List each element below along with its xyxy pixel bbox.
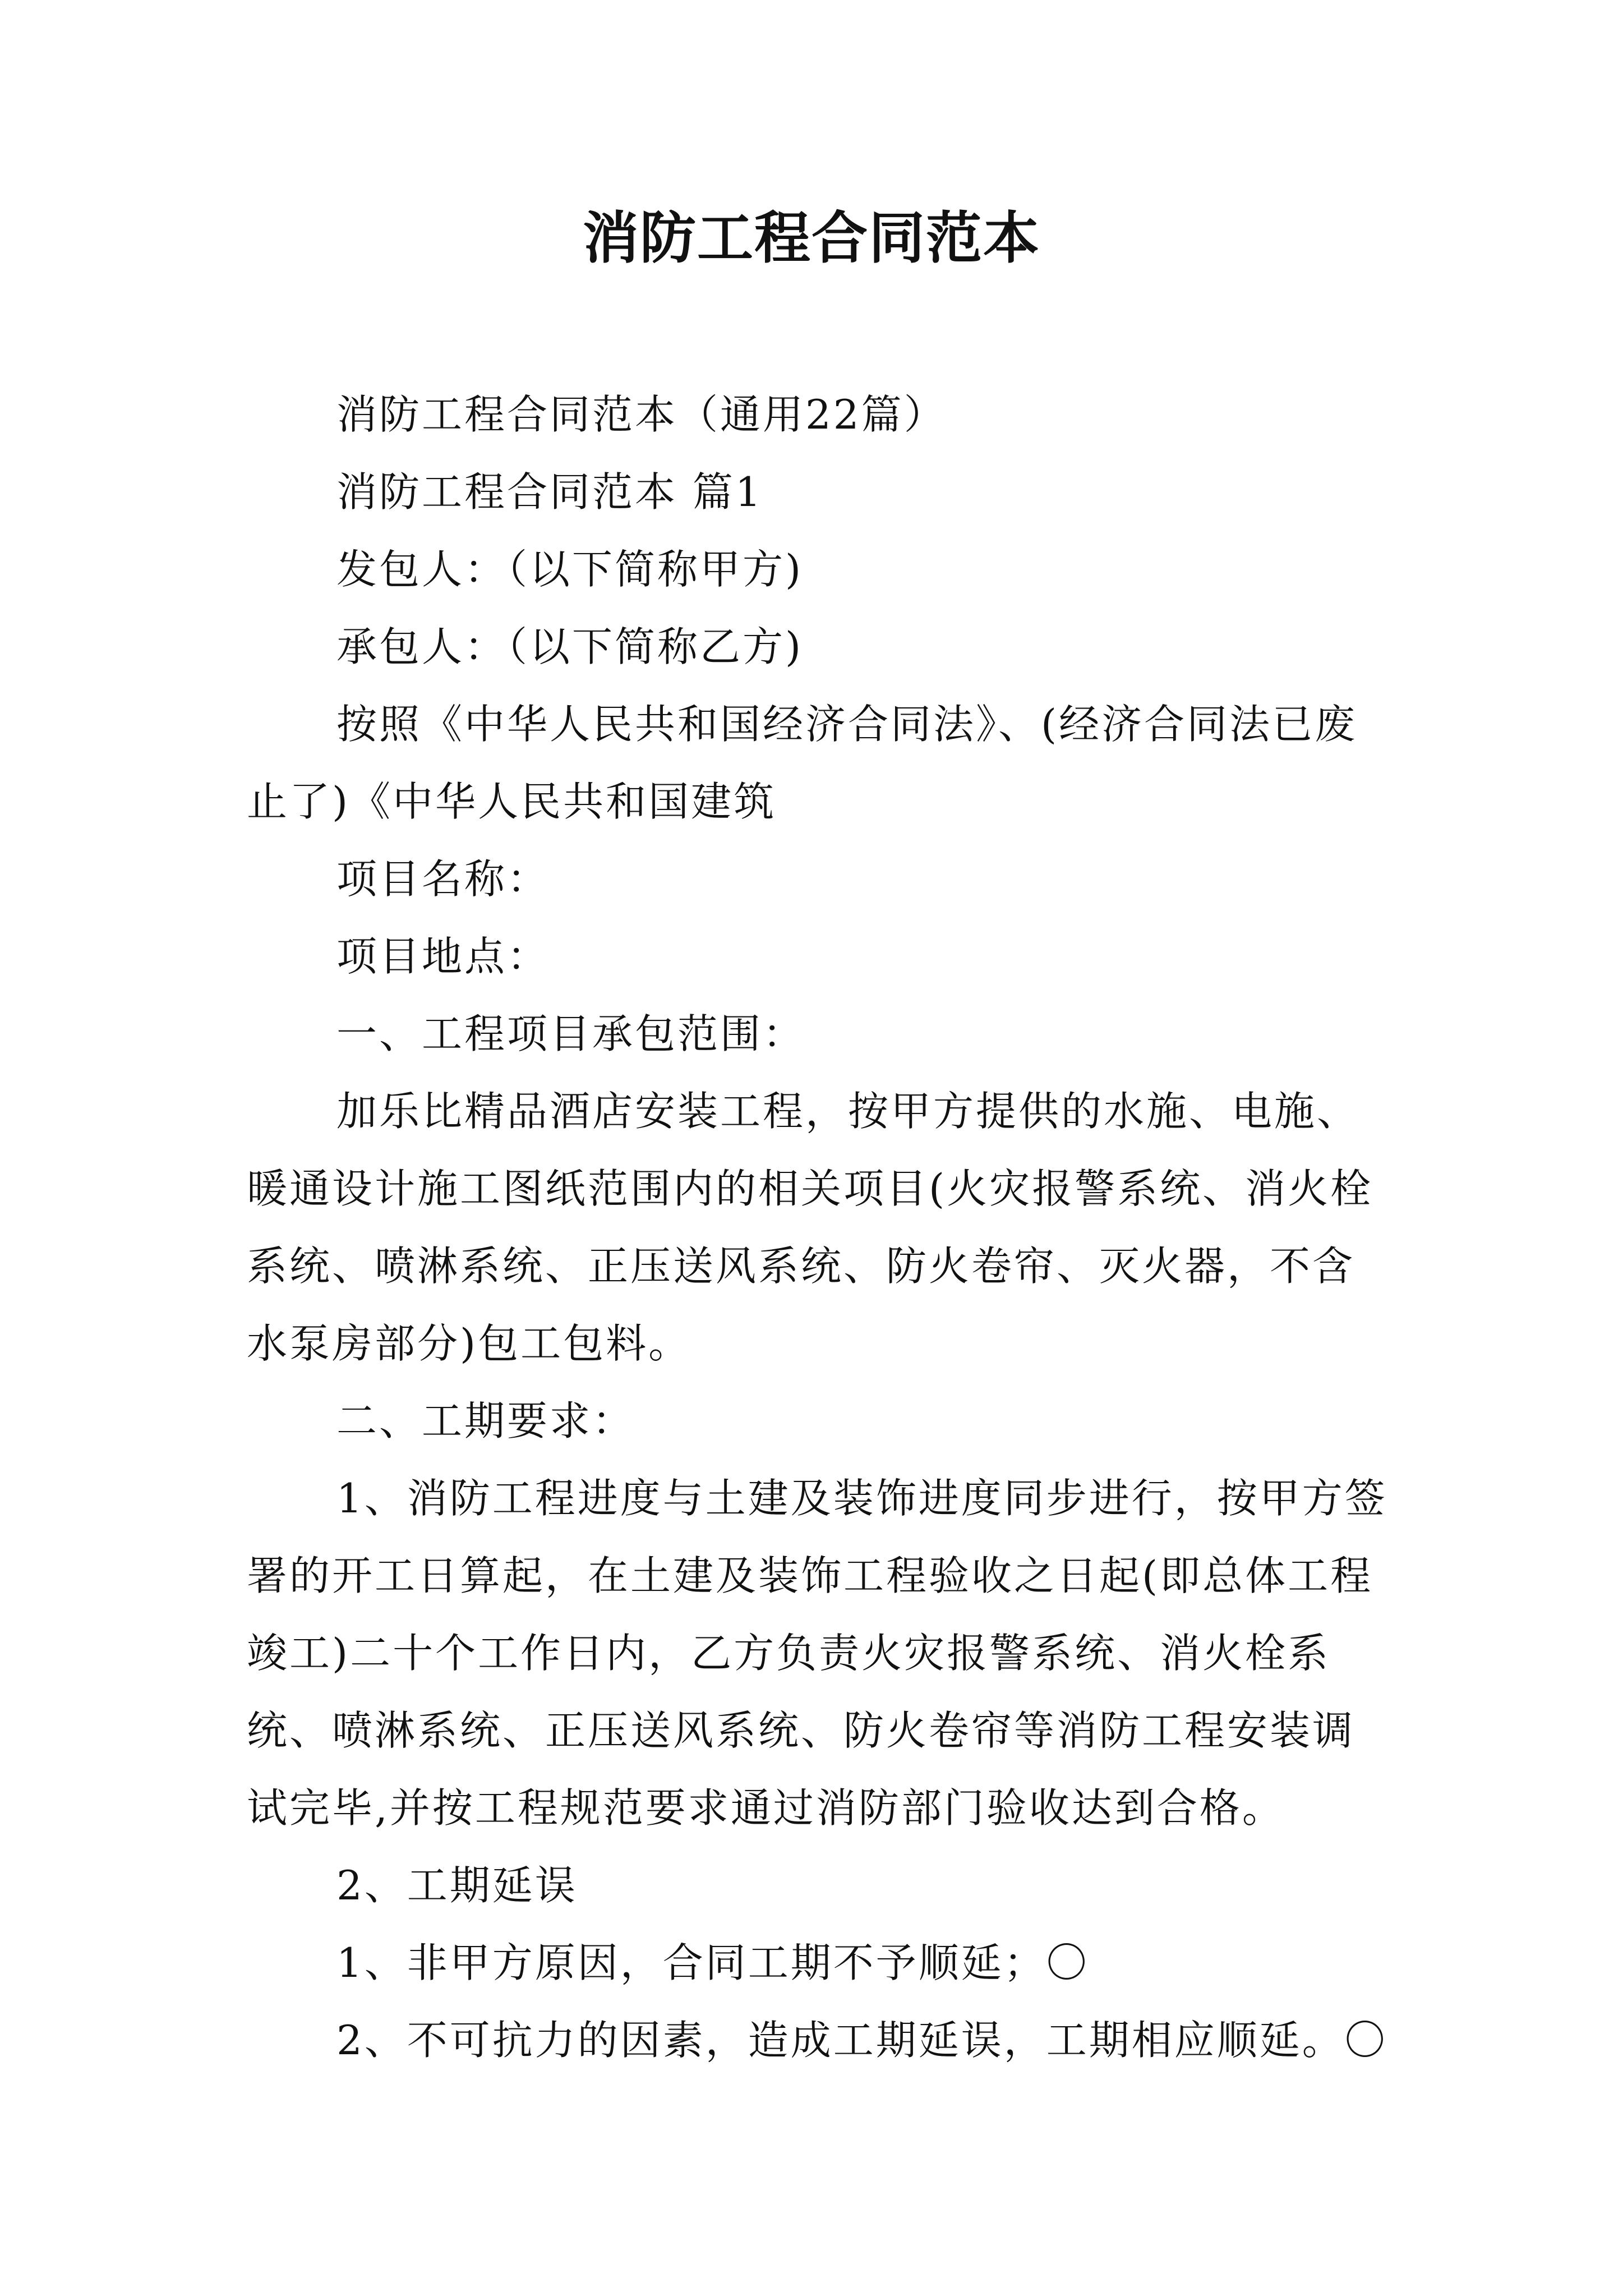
- paragraph-legal-basis: 按照《中华人民共和国经济合同法》、(经济合同法已废止了)《中华人民共和国建筑: [247, 701, 1358, 825]
- document-title: 消防工程合同范本: [583, 205, 1040, 271]
- paragraph-delay-item-1: 1、非甲方原因，合同工期不予顺延；〇: [336, 1939, 1089, 1986]
- document-body: [247, 376, 1391, 2079]
- paragraph-scope-heading: 一、工程项目承包范围：: [336, 1010, 806, 1057]
- paragraph-project-name: 项目名称：: [336, 855, 550, 903]
- paragraph-subtitle: 消防工程合同范本（通用22篇）: [336, 391, 947, 438]
- paragraph-scope-detail: 加乐比精品酒店安装工程，按甲方提供的水施、电施、暖通设计施工图纸范围内的相关项目(火灾报警系统、消火栓系统、喷淋系统、正压送风系统、防火卷帘、灭火器，不含水泵房部分)包工包料。: [247, 1088, 1373, 1367]
- paragraph-delay-item-2: 2、不可抗力的因素，造成工期延误，工期相应顺延。〇: [336, 2017, 1387, 2064]
- paragraph-party-b: 承包人：（以下简称乙方): [336, 623, 804, 670]
- paragraph-delay-heading: 2、工期延误: [336, 1862, 578, 1909]
- paragraph-schedule-heading: 二、工期要求：: [336, 1397, 635, 1444]
- paragraph-schedule-item-1: 1、消防工程进度与土建及装饰进度同步进行，按甲方签署的开工日算起，在土建及装饰工程验收之日起(即总体工程竣工)二十个工作日内，乙方负责火灾报警系统、消火栓系统、喷淋系统、正压送风系统、防火卷帘等消防工程安装调试完毕,并按工程规范要求通过消防部门验收达到合格。: [247, 1475, 1387, 1832]
- paragraph-section-heading: 消防工程合同范本 篇1: [336, 468, 763, 516]
- paragraph-project-location: 项目地点：: [336, 933, 550, 980]
- paragraph-party-a: 发包人：（以下简称甲方): [336, 546, 804, 593]
